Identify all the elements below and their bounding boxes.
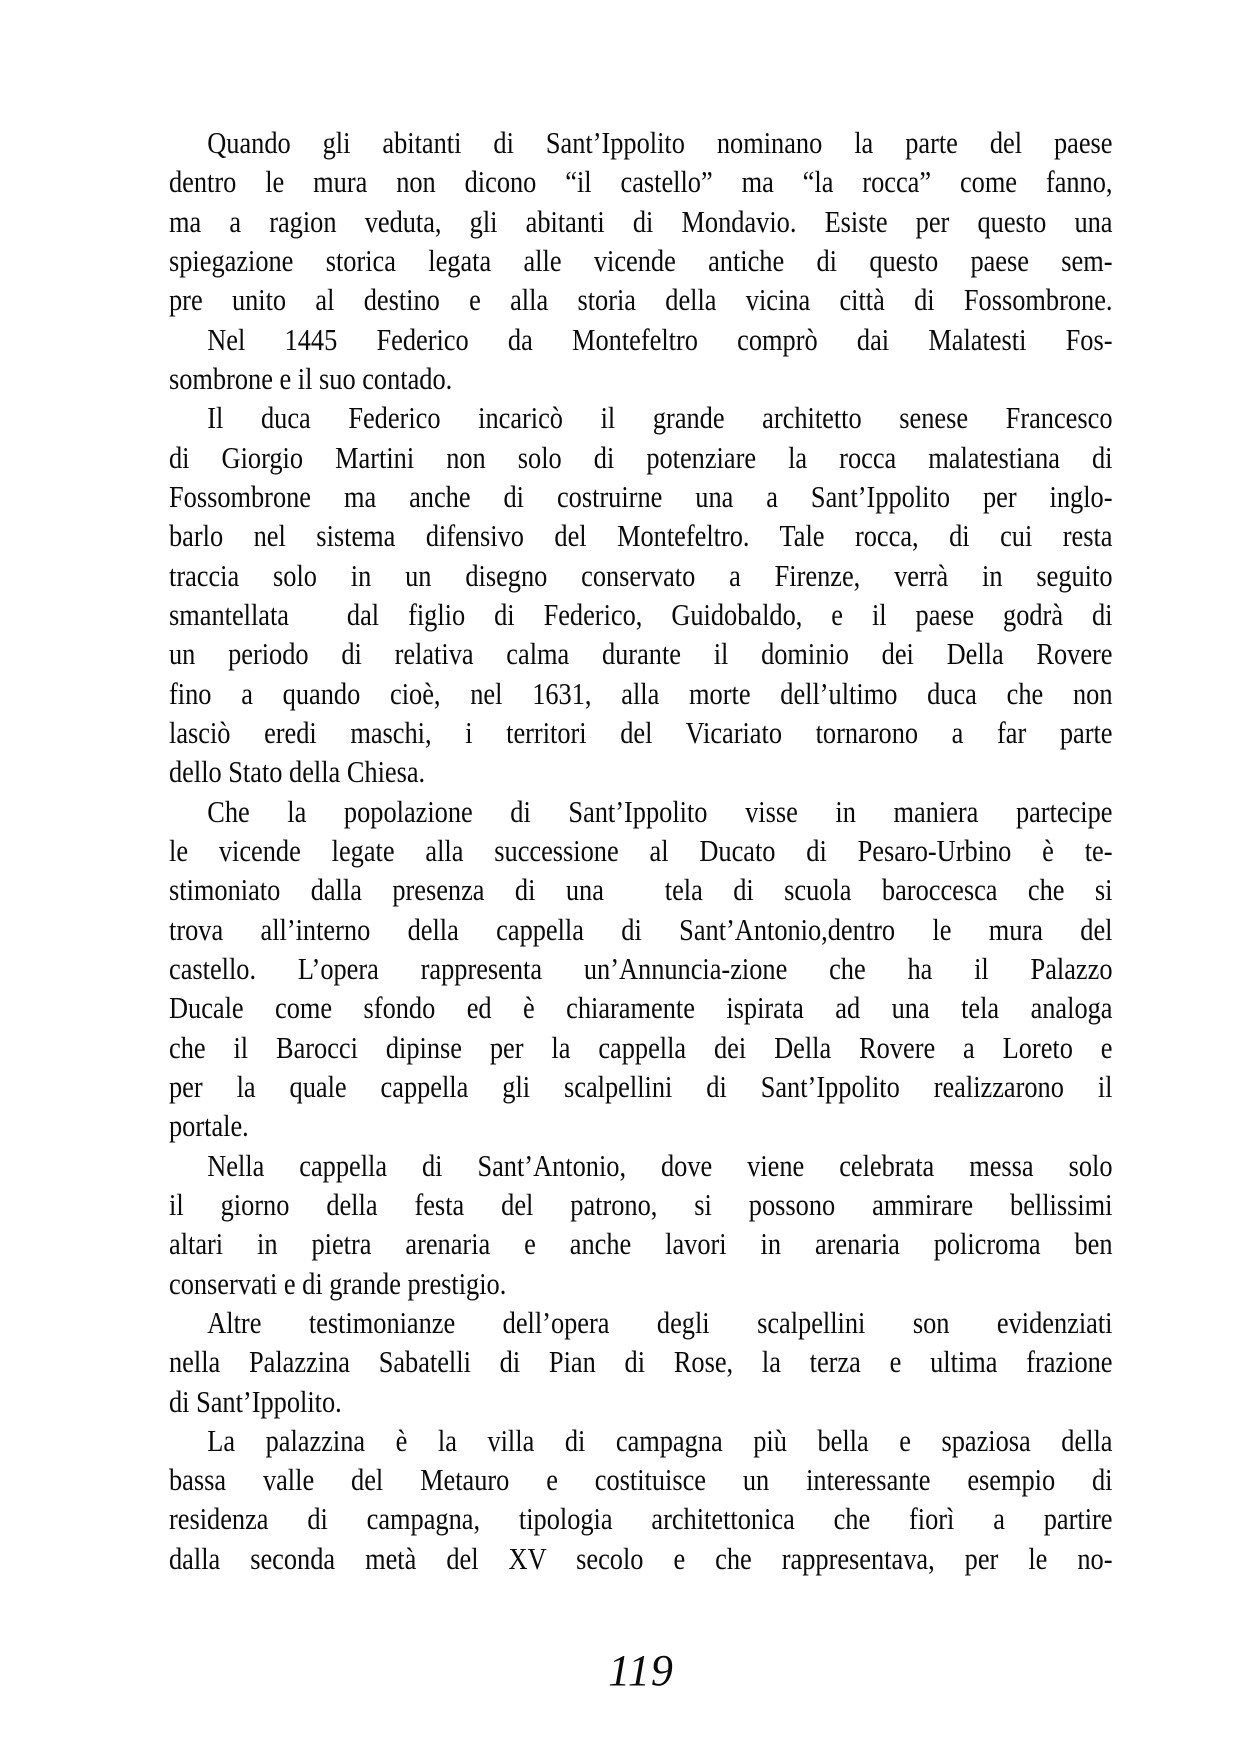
text-line: di Sant’Ippolito. [169,1383,342,1419]
text-line: La palazzina è la villa di campagna più bella e spaziosa della [207,1422,1113,1458]
text-line: che il Barocci dipinse per la cappella dei Della Rovere a Loreto e [169,1029,1113,1065]
text-line: Quando gli abitanti di Sant’Ippolito nominano la parte del paese [207,125,1113,160]
text-line: Che la popolazione di Sant’Ippolito visse in maniera partecipe [207,793,1113,829]
paragraph [169,1146,1113,1303]
text-line: Ducale come sfondo ed è chiaramente ispirata ad una tela analoga [169,990,1113,1026]
text-line: traccia solo in un disegno conservato a Firenze, verrà in seguito [169,557,1113,593]
text-line: conservati e di grande prestigio. [169,1265,507,1301]
text-line: lasciò eredi maschi, i territori del Vicariato tornarono a far parte [169,714,1113,750]
paragraph [169,398,1113,791]
text-line: dalla seconda metà del XV secolo e che rappresentava, per le no- [169,1540,1113,1576]
text-line: il giorno della festa del patrono, si possono ammirare bellissimi [169,1186,1113,1222]
text-line: spiegazione storica legata alle vicende antiche di questo paese sem- [169,242,1113,278]
text-line: un periodo di relativa calma durante il dominio dei Della Rovere [169,636,1113,672]
paragraph [169,792,1113,1146]
text-line: per la quale cappella gli scalpellini di Sant’Ippolito realizzarono il [169,1068,1113,1104]
text-line: barlo nel sistema difensivo del Montefeltro. Tale rocca, di cui resta [169,518,1113,554]
text-line: sombrone e il suo contado. [169,360,453,396]
text-line: residenza di campagna, tipologia architettonica che fiorì a partire [169,1501,1113,1537]
paragraph [169,1421,1113,1578]
text-line: Nella cappella di Sant’Antonio, dove viene celebrata messa solo [207,1147,1113,1183]
text-line: Nel 1445 Federico da Montefeltro comprò dai Malatesti Fos- [207,321,1113,357]
text-line: trova all’interno della cappella di Sant’Antonio,dentro le mura del [169,911,1113,947]
text-line: altari in pietra arenaria e anche lavori in arenaria policroma ben [169,1226,1113,1262]
text-line: portale. [169,1108,249,1144]
text-line: stimoniato dalla presenza di una tela di scuola baroccesca che si [169,872,1113,908]
text-line: Fossombrone ma anche di costruirne una a Sant’Ippolito per inglo- [169,478,1113,514]
text-line: fino a quando cioè, nel 1631, alla morte dell’ultimo duca che non [169,675,1113,711]
paragraph [169,123,1113,320]
page-number: 119 [608,1646,674,1695]
text-line: pre unito al destino e alla storia della vicina città di Fossombrone. [169,282,1113,318]
text-line: smantellata dal figlio di Federico, Guidobaldo, e il paese godrà di [169,596,1113,632]
text-line: castello. L’opera rappresenta un’Annuncia-zione che ha il Palazzo [169,950,1113,986]
paragraph [169,320,1113,399]
text-line: Altre testimonianze dell’opera degli scalpellini son evidenziati [207,1304,1113,1340]
text-line: ma a ragion veduta, gli abitanti di Mondavio. Esiste per questo una [169,203,1113,239]
text-line: dello Stato della Chiesa. [169,754,426,790]
text-line: di Giorgio Martini non solo di potenziare la rocca malatestiana di [169,439,1113,475]
text-line: Il duca Federico incaricò il grande architetto senese Francesco [207,400,1113,436]
body-text [169,123,1113,1578]
text-line: dentro le mura non dicono “il castello” ma “la rocca” come fanno, [169,164,1113,200]
paragraph [169,1303,1113,1421]
text-line: nella Palazzina Sabatelli di Pian di Rose, la terza e ultima frazione [169,1344,1113,1380]
text-line: bassa valle del Metauro e costituisce un interessante esempio di [169,1462,1113,1498]
text-line: le vicende legate alla successione al Ducato di Pesaro-Urbino è te- [169,832,1113,868]
